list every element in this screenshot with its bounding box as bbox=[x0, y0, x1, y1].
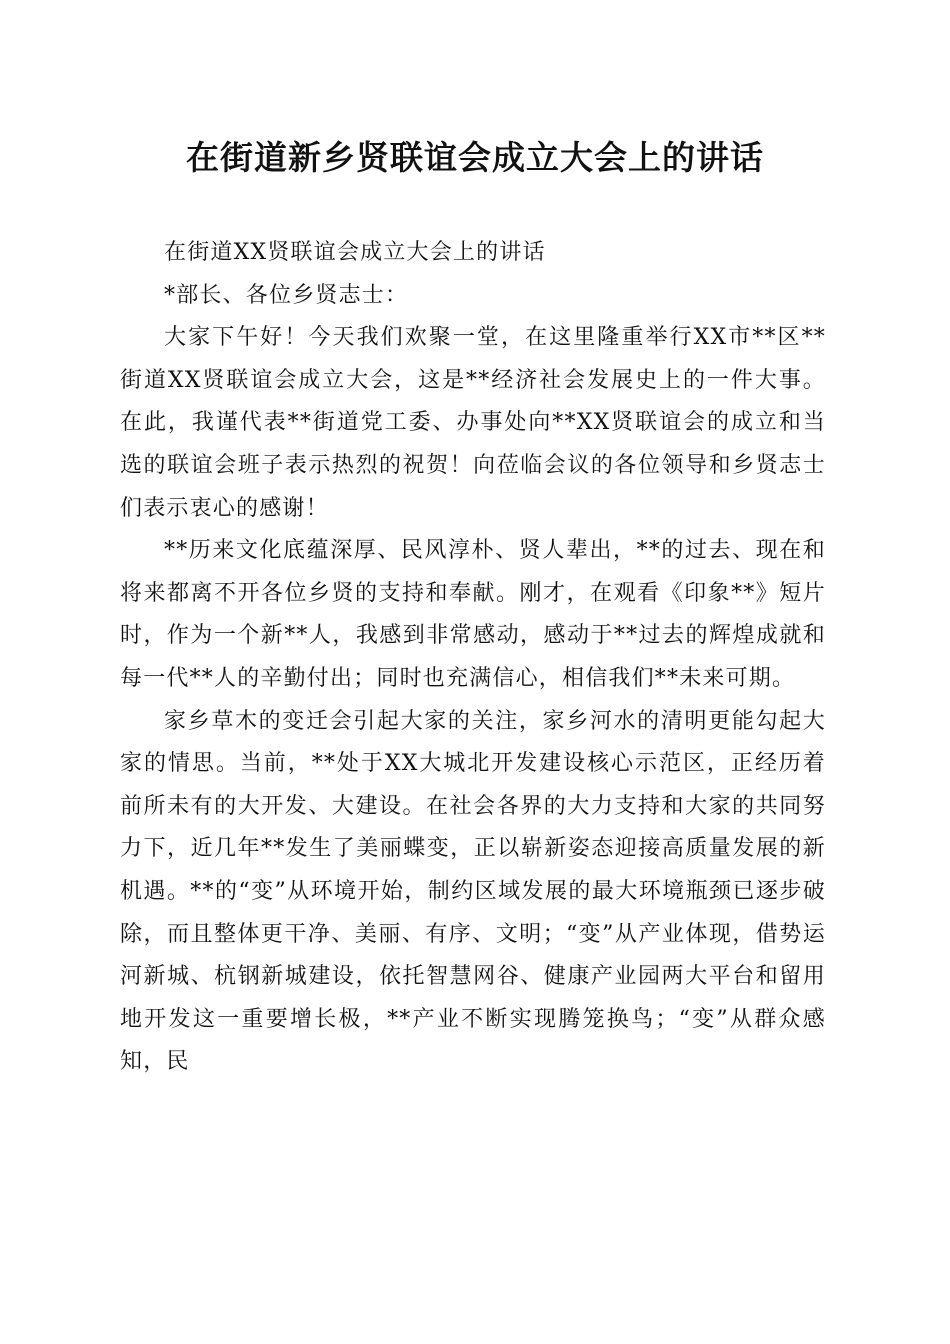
document-title: 在街道新乡贤联谊会成立大会上的讲话 bbox=[186, 138, 764, 177]
paragraph-greeting: 大家下午好！今天我们欢聚一堂，在这里隆重举行XX市**区**街道XX贤联谊会成立大会，这是**经济社会发展史上的一件大事。在此，我谨代表**街道党工委、办事处向**XX贤联谊会的成立和当选的联谊会班子表示热烈的祝贺！向莅临会议的各位领导和乡贤志士们表示衷心的感谢！ bbox=[120, 325, 826, 521]
paragraph-changes: 家乡草木的变迁会引起大家的关注，家乡河水的清明更能勾起大家的情思。当前，**处于XX大城北开发建设核心示范区，正经历着前所未有的大开发、大建设。在社会各界的大力支持和大家的共同努力下，近几年**发生了美丽蝶变，正以崭新姿态迎接高质量发展的新机遇。**的“变”从环境开始，制约区域发展的最大环境瓶颈已逐步破除，而且整体更干净、美丽、有序、文明；“变”从产业体现，借势运河新城、杭钢新城建设，依托智慧网谷、健康产业园两大平台和留用地开发这一重要增长极，**产业不断实现腾笼换鸟；“变”从群众感知，民 bbox=[120, 708, 826, 1075]
paragraph-subtitle: 在街道XX贤联谊会成立大会上的讲话 bbox=[164, 240, 546, 265]
paragraph-salutation: *部长、各位乡贤志士： bbox=[164, 282, 409, 308]
paragraph-history: **历来文化底蕴深厚、民风淳朴、贤人辈出，**的过去、现在和将来都离不开各位乡贤的支持和奉献。刚才，在观看《印象**》短片时，作为一个新**人，我感到非常感动，感动于**过去的辉煌成就和每一代**人的辛勤付出；同时也充满信心，相信我们**未来可期。 bbox=[120, 538, 826, 691]
document-body bbox=[120, 232, 826, 1084]
